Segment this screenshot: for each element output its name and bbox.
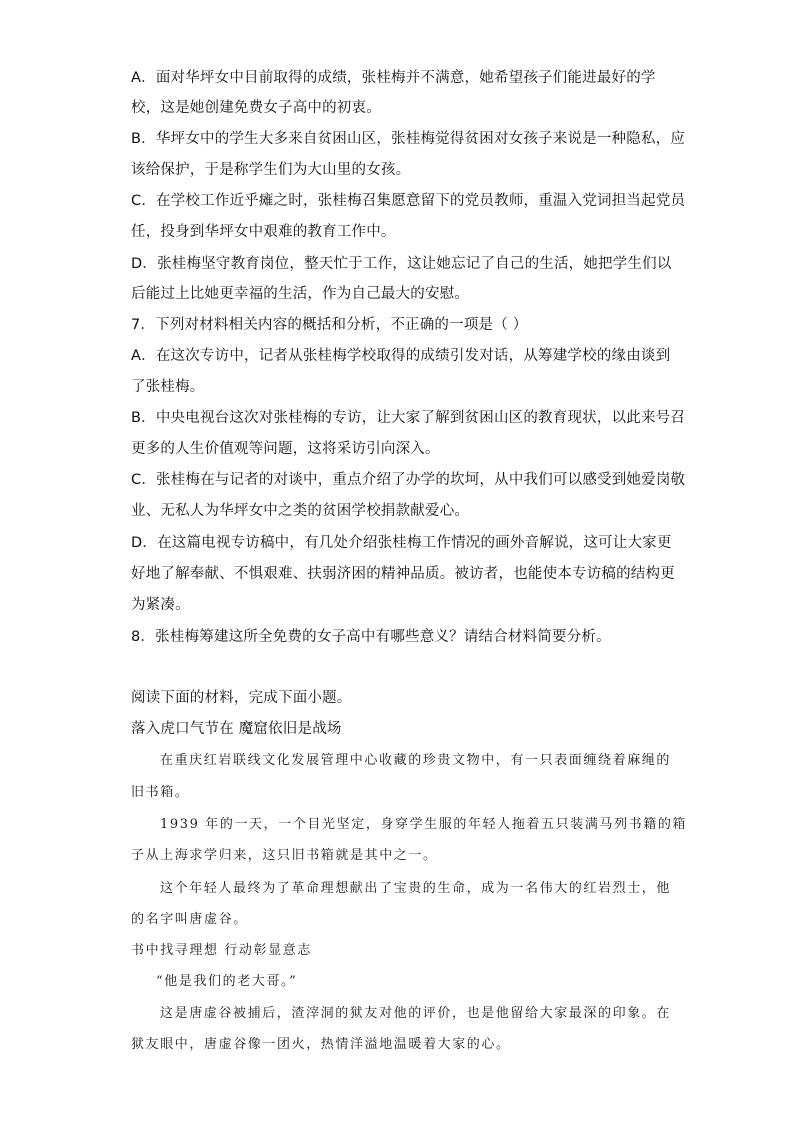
passage-p1-line2: 旧书箱。 (131, 785, 190, 800)
q6-option-b-line1: B．华坪女中的学生大多来自贫困山区，张桂梅觉得贫困对女孩子来说是一种隐私，应 (131, 131, 686, 147)
passage-p3-line1: 这个年轻人最终为了革命理想献出了宝贵的生命，成为一名伟大的红岩烈士，他 (160, 881, 672, 896)
reading-instruction: 阅读下面的材料，完成下面小题。 (131, 690, 352, 706)
q7-option-c-line1: C．张桂梅在与记者的对谈中，重点介绍了办学的坎坷，从中我们可以感受到她爱岗敬 (131, 472, 686, 488)
q6-option-b-line2: 该给保护，于是称学生们为大山里的女孩。 (131, 162, 411, 178)
q7-option-b-line2: 更多的人生价值观等问题，这将采访引向深入。 (131, 441, 440, 457)
q6-option-a-line1: A．面对华坪女中目前取得的成绩，张桂梅并不满意，她希望孩子们能进最好的学 (131, 70, 656, 86)
q6-option-a-line2: 校，这是她创建免费女子高中的初衷。 (131, 100, 381, 116)
q6-option-d-line1: D．张桂梅坚守教育岗位，整天忙于工作，这让她忘记了自己的生活，她把学生们以 (131, 256, 672, 272)
q8-stem: 8．张桂梅筹建这所全免费的女子高中有哪些意义？请结合材料简要分析。 (131, 629, 611, 645)
q7-stem: 7．下列对材料相关内容的概括和分析，不正确的一项是（ ） (131, 317, 528, 333)
q7-option-a-line2: 了张桂梅。 (131, 379, 205, 395)
q7-option-d-line2: 好地了解奉献、不惧艰难、扶弱济困的精神品质。被访者，也能使本专访稿的结构更 (131, 566, 675, 582)
q7-option-a-line1: A．在这次专访中，记者从张桂梅学校取得的成绩引发对话，从筹建学校的缘由谈到 (131, 348, 671, 364)
reading-title: 落入虎口气节在 魔窟依旧是战场 (131, 721, 342, 737)
passage-p3-line2: 的名字叫唐虚谷。 (131, 912, 248, 927)
q6-option-d-line2: 后能过上比她更幸福的生活，作为自己最大的安慰。 (131, 286, 470, 302)
passage-p5-line2: 狱友眼中，唐虚谷像一团火，热情洋溢地温暖着大家的心。 (131, 1037, 511, 1052)
q7-option-c-line2: 业、无私人为华坪女中之类的贫困学校捐款献爱心。 (131, 503, 470, 519)
q6-option-c-line1: C．在学校工作近乎瘫之时，张桂梅召集愿意留下的党员教师，重温入党词担当起党员 (131, 193, 686, 209)
passage-subheading: 书中找寻理想 行动彰显意志 (131, 943, 312, 958)
passage-p1-line1: 在重庆红岩联线文化发展管理中心收藏的珍贵文物中，有一只表面缠绕着麻绳的 (160, 753, 672, 768)
q7-option-d-line1: D．在这篇电视专访稿中，有几处介绍张桂梅工作情况的画外音解说，这可让大家更 (131, 535, 672, 551)
q7-option-b-line1: B．中央电视台这次对张桂梅的专访，让大家了解到贫困山区的教育现状，以此来号召 (131, 410, 686, 426)
passage-quote: “他是我们的老大哥。” (156, 974, 298, 989)
q6-option-c-line2: 任，投身到华坪女中艰难的教育工作中。 (131, 224, 396, 240)
passage-p2-line1: 1939 年的一天，一个目光坚定，身穿学生服的年轻人拖着五只装满马列书籍的箱 (160, 817, 688, 832)
passage-p5-line1: 这是唐虚谷被捕后，渣滓洞的狱友对他的评价，也是他留给大家最深的印象。在 (160, 1006, 672, 1021)
passage-p2-line2: 子从上海求学归来，这只旧书箱就是其中之一。 (131, 848, 438, 863)
q7-option-d-line3: 为紧凑。 (131, 597, 190, 613)
